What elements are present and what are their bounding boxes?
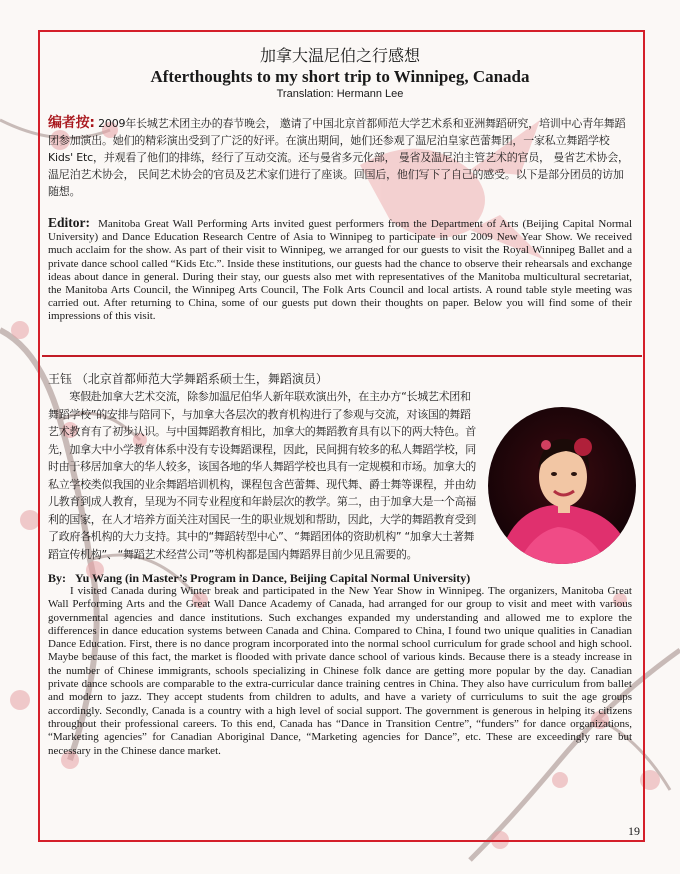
byline-english [48, 571, 632, 585]
article-body-chinese [48, 388, 480, 563]
editor-note-english [48, 216, 632, 324]
page-number: 19 [628, 824, 640, 838]
by-name: Yu Wang (in Master’s Program in Dance, Beijing Capital Normal University) [75, 571, 471, 585]
header-and-editor-section [48, 46, 632, 324]
translation-credit: Translation: Hermann Lee [276, 88, 404, 100]
article-body-chinese-text: 寒假赴加拿大艺术交流，除参加温尼伯华人新年联欢演出外，在主办方“长城艺术团和舞蹈学校”的安排与陪同下，与加拿大各层次的教育机构进行了参观与交流，对该国的舞蹈艺术教育有了初步认识。与中国舞蹈教育相比，加拿大的舞蹈教育具有以下的两大特色。首先，加拿大中小学教育体系中没有专设舞蹈课程，因此，民间拥有较多的私人舞蹈学校，同时由于移居加拿大的华人较多，该国各地的华人舞蹈学校也具有一定规模和市场。加拿大的私立学校类似我国的业余舞蹈培训机构，课程包含芭蕾舞、现代舞、爵士舞等课程，并由幼儿教育到成人教育，呈现为不同专业程度和年龄层次的教学。第二，由于加拿大是一个高福利的国家，在人才培养方面关注对国民一生的职业规划和帮助，因此，大学的舞蹈教育受到了政府各机构的大力支持。其中的“舞蹈转型中心”、“舞蹈团体的资助机构” “加拿大土著舞蹈宣传机构”、“舞蹈艺术经营公司”等机构都是国内舞蹈界目前少见且需要的。 [48, 390, 476, 561]
section-divider [42, 355, 642, 357]
article-body-english [48, 585, 632, 758]
editor-text-english: Manitoba Great Wall Performing Arts invited guest performers from the Department of Arts (Beijing Capital Normal University) and Dance Education Research Centre of Asia to Winnipeg to participate in our 2009 New Year Show. We received much acclaim for the show. As part of their visit to Winnipeg, we arranged for our guests to visit the Royal Winnipeg Ballet and a private dance school called “Kids Etc.”. Inside these institutions, our guests had the chance to observe their rehearsals and exchange ideas about dance in general. During their stay, our guests also met with representatives of the Manitoba multicultural secretariat, the Manitoba Arts Council, the Winnipeg Arts Council, The Folk Arts Council and local artists. A round table style meeting was carried out. After returning to China, some of our guests put down their thoughts on paper. Below you will find some of their impressions of this visit. [48, 218, 633, 323]
editor-text-chinese: 2009年长城艺术团主办的春节晚会， 邀请了中国北京首都师范大学艺术系和亚洲舞蹈研究，培训中心青年舞蹈团参加演出。她们的精彩演出受到了广泛的好评。在演出期间，她们还参观了温尼泊皇家芭蕾舞团，一家私立舞蹈学校Kids' Etc，并观看了他们的排练，经行了互动交流。还与曼省多元化部， 曼省及温尼泊主管艺术的官员， 曼省艺术协会， 温尼泊艺术协会， 民间艺术协会的官员及艺术家们进行了座谈。回国后，他们写下了自己的感受。以下是部分团员的访加随想。 [48, 117, 629, 198]
editor-note-chinese [48, 115, 632, 200]
by-label: By: [48, 571, 66, 585]
editor-label-english: Editor: [48, 215, 90, 230]
title-english: Afterthoughts to my short trip to Winnipeg, Canada [150, 67, 530, 86]
title-chinese: 加拿大温尼伯之行感想 [259, 46, 420, 65]
author-chinese: 王钰 （北京首都师范大学舞蹈系硕士生，舞蹈演员） [48, 372, 328, 386]
article-body-english-text: I visited Canada during Winter break and participated in the New Year Show in Winnipeg. The organizers, Manitoba Great Wall Performing Arts and the Great Wall Dance Academy of Canada, had arranged for our group to visit and meet with various governmental agencies and dance institutions. Such exchanges expanded my understanding and allowed me to explore the differences in dance education systems between Canada and China. Compared to China, I found two unique qualities in Canadian Dance Education. First, there is no dance program incorporated into the normal school curriculum for grade school and high school. Maybe because of this fact, the market is flooded with private dance school of various kinds. Because there is a steady increase in the number of Chinese immigrants, schools specializing in Chinese folk dance are getting more popular by the day. Canadian private dance schools are comparable to the extra-curricular dance training centres in China. They also have curriculum from ballet and modern to jazz. They accept students from children to adults, and have a variety of curriculums to suit the age groups accordingly. Secondly, Canada is a country with a high level of social support. The government is generous in helping its citizens throughout their professional careers. To this end, Canada has “Dance in Transition Centre”, “funders” for dance organizations, “Marketing agencies” for Canadian Aboriginal Dance, “Marketing agencies for Dance”, etc. These are exceedingly rare but necessary in the Chinese dance market. [48, 585, 632, 757]
editor-label-chinese: 编者按: [48, 115, 95, 131]
dancer-portrait-photo [488, 407, 636, 564]
